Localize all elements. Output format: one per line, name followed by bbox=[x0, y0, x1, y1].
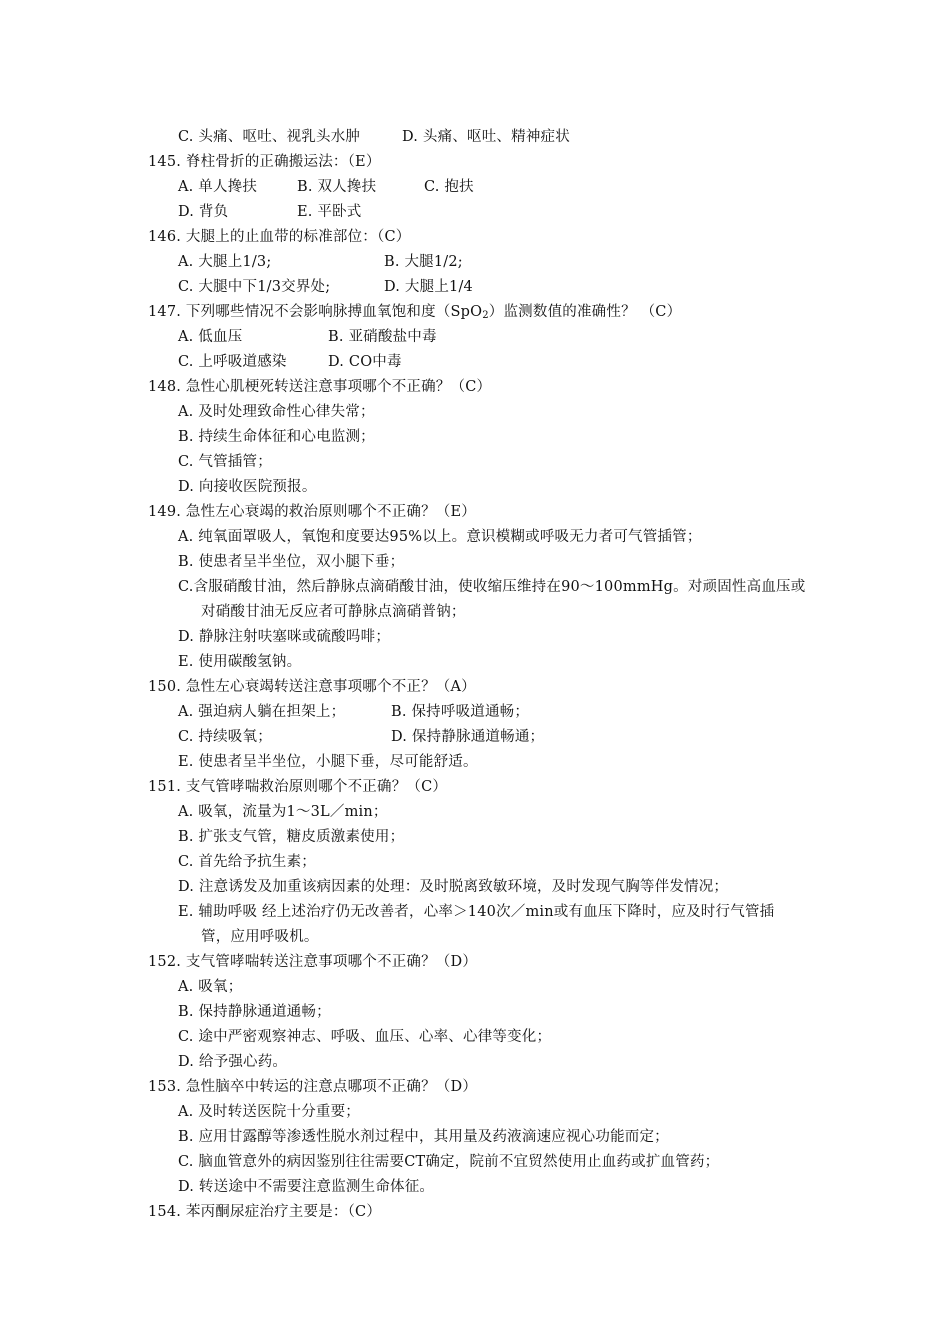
option-a: A. 低血压 bbox=[178, 329, 243, 345]
option-b: B. 保持静脉通道通畅； bbox=[178, 1004, 331, 1020]
option-line bbox=[178, 327, 437, 347]
option-c-continued: 对硝酸甘油无反应者可静脉点滴硝普钠； bbox=[201, 604, 466, 620]
option-b: B. 扩张支气管，糖皮质激素使用； bbox=[178, 829, 405, 845]
option-a: A. 及时处理致命性心律失常； bbox=[178, 404, 375, 420]
option-c: C. 抱扶 bbox=[424, 179, 474, 195]
option-d: D. 大腿上1/4 bbox=[384, 279, 473, 295]
option-d: D. 背负 bbox=[178, 204, 229, 220]
option-c: C. 上呼吸道感染 bbox=[178, 354, 287, 370]
option-d: D. 注意诱发及加重该病因素的处理：及时脱离致敏环境，及时发现气胸等伴发情况； bbox=[178, 879, 729, 895]
question-145: 145. 脊柱骨折的正确搬运法：（E） bbox=[148, 154, 381, 170]
question-150: 150. 急性左心衰竭转送注意事项哪个不正？（A） bbox=[148, 679, 476, 695]
option-c: C.含服硝酸甘油，然后静脉点滴硝酸甘油，使收缩压维持在90～100mmHg。对顽固性高血压或 bbox=[178, 579, 806, 595]
option-e: E. 使患者呈半坐位，小腿下垂，尽可能舒适。 bbox=[178, 754, 478, 770]
option-e-continued: 管，应用呼吸机。 bbox=[201, 929, 319, 945]
option-line bbox=[178, 177, 474, 197]
option-c: C. 大腿中下1/3交界处; bbox=[178, 279, 331, 295]
option-b: B. 大腿1/2; bbox=[384, 254, 463, 270]
option-c: C. 脑血管意外的病因鉴别往往需要CT确定，院前不宜贸然使用止血药或扩血管药； bbox=[178, 1154, 720, 1170]
option-d: D. 转送途中不需要注意监测生命体征。 bbox=[178, 1179, 435, 1195]
option-d: D. 保持静脉通道畅通； bbox=[391, 729, 545, 745]
option-line bbox=[178, 277, 473, 297]
option-b: B. 亚硝酸盐中毒 bbox=[328, 329, 437, 345]
option-a: A. 吸氧，流量为1～3L／min； bbox=[178, 804, 388, 820]
question-147: 147. 下列哪些情况不会影响脉搏血氧饱和度（SpO$_2$）监测数值的准确性？ （C） bbox=[148, 304, 682, 321]
option-line bbox=[178, 202, 362, 222]
option-line bbox=[178, 127, 570, 147]
option-a: A. 吸氧； bbox=[178, 979, 243, 995]
question-146: 146. 大腿上的止血带的标准部位：（C） bbox=[148, 229, 411, 245]
question-151: 151. 支气管哮喘救治原则哪个不正确？（C） bbox=[148, 779, 448, 795]
option-d: D. 向接收医院预报。 bbox=[178, 479, 317, 495]
option-b: B. 使患者呈半坐位，双小腿下垂； bbox=[178, 554, 405, 570]
option-b: B. 双人搀扶 bbox=[297, 179, 377, 195]
option-d: D. 静脉注射呋塞咪或硫酸吗啡； bbox=[178, 629, 391, 645]
question-149: 149. 急性左心衰竭的救治原则哪个不正确？（E） bbox=[148, 504, 476, 520]
question-148: 148. 急性心肌梗死转送注意事项哪个不正确？（C） bbox=[148, 379, 492, 395]
option-line bbox=[178, 702, 529, 722]
question-154: 154. 苯丙酮尿症治疗主要是：（C） bbox=[148, 1204, 382, 1220]
option-c: C. 途中严密观察神志、呼吸、血压、心率、心律等变化； bbox=[178, 1029, 552, 1045]
question-152: 152. 支气管哮喘转送注意事项哪个不正确？（D） bbox=[148, 954, 478, 970]
option-c: C. 首先给予抗生素； bbox=[178, 854, 316, 870]
option-line bbox=[178, 727, 544, 747]
option-b: B. 保持呼吸道通畅； bbox=[391, 704, 530, 720]
option-c: C. 气管插管； bbox=[178, 454, 272, 470]
option-a: A. 纯氧面罩吸人，氧饱和度要达95%以上。意识模糊或呼吸无力者可气管插管； bbox=[178, 529, 702, 545]
option-d: D. 给予强心药。 bbox=[178, 1054, 288, 1070]
option-a: A. 强迫病人躺在担架上； bbox=[178, 704, 346, 720]
option-a: A. 单人搀扶 bbox=[178, 179, 258, 195]
option-b: B. 持续生命体征和心电监测； bbox=[178, 429, 375, 445]
option-d: D. CO中毒 bbox=[328, 354, 402, 370]
option-a: A. 及时转送医院十分重要； bbox=[178, 1104, 360, 1120]
option-c: C. 头痛、呕吐、视乳头水肿 bbox=[178, 129, 361, 145]
option-b: B. 应用甘露醇等渗透性脱水剂过程中，其用量及药液滴速应视心功能而定； bbox=[178, 1129, 669, 1145]
option-line bbox=[178, 252, 463, 272]
option-a: A. 大腿上1/3; bbox=[178, 254, 272, 270]
option-d: D. 头痛、呕吐、精神症状 bbox=[402, 129, 570, 145]
option-c: C. 持续吸氧； bbox=[178, 729, 272, 745]
option-e: E. 使用碳酸氢钠。 bbox=[178, 654, 302, 670]
option-e: E. 辅助呼吸 经上述治疗仍无改善者，心率＞140次／min或有血压下降时，应及时行气管插 bbox=[178, 904, 775, 920]
option-e: E. 平卧式 bbox=[297, 204, 362, 220]
option-line bbox=[178, 352, 402, 372]
question-153: 153. 急性脑卒中转运的注意点哪项不正确？（D） bbox=[148, 1079, 478, 1095]
